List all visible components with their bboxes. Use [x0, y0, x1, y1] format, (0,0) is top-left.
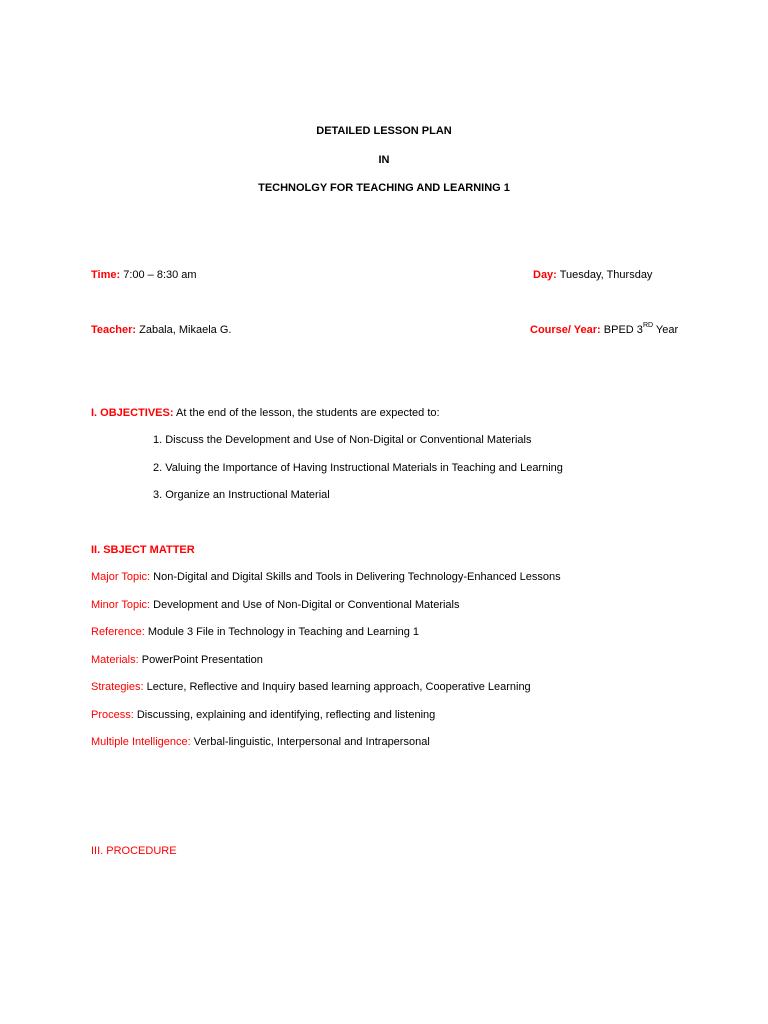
field-value: Module 3 File in Technology in Teaching and Learning 1	[147, 626, 419, 638]
day-value: Tuesday, Thursday	[559, 269, 653, 281]
field-value: Discussing, explaining and identifying, reflecting and listening	[136, 709, 436, 721]
field-label: Materials:	[91, 654, 139, 666]
time-row	[91, 268, 197, 282]
course-value: BPED 3RD Year	[603, 322, 679, 336]
subject-field-multiple-intelligence	[91, 735, 430, 749]
course-row	[530, 323, 678, 337]
field-label: Strategies:	[91, 681, 144, 693]
day-row	[533, 268, 652, 282]
field-value: Lecture, Reflective and Inquiry based learning approach, Cooperative Learning	[146, 681, 531, 693]
objective-item: 3. Organize an Instructional Material	[153, 489, 330, 501]
teacher-row	[91, 323, 231, 337]
teacher-label: Teacher:	[91, 324, 137, 336]
teacher-value: Zabala, Mikaela G.	[139, 324, 232, 336]
document-title-connector: IN	[378, 154, 390, 166]
course-label: Course/ Year:	[530, 324, 601, 336]
document-subject-title: TECHNOLGY FOR TEACHING AND LEARNING 1	[258, 182, 510, 194]
subject-field-process	[91, 708, 435, 722]
field-value: PowerPoint Presentation	[141, 654, 263, 666]
subject-field-reference	[91, 625, 419, 639]
day-label: Day:	[533, 269, 557, 281]
procedure-heading: III. PROCEDURE	[91, 845, 177, 857]
objectives-heading: I. OBJECTIVES:	[91, 407, 174, 419]
subject-field-strategies	[91, 680, 531, 694]
time-value: 7:00 – 8:30 am	[123, 269, 197, 281]
objectives-heading-row	[91, 406, 440, 420]
field-label: Minor Topic:	[91, 599, 151, 611]
field-value: Verbal-linguistic, Interpersonal and Intrapersonal	[193, 736, 430, 748]
field-label: Multiple Intelligence:	[91, 736, 191, 748]
objectives-intro: At the end of the lesson, the students are expected to:	[175, 407, 440, 419]
field-value: Development and Use of Non-Digital or Conventional Materials	[153, 599, 460, 611]
objective-item: 2. Valuing the Importance of Having Instructional Materials in Teaching and Learning	[153, 462, 563, 474]
field-label: Process:	[91, 709, 134, 721]
subject-field-minor-topic	[91, 598, 460, 612]
subject-matter-heading: II. SBJECT MATTER	[91, 544, 195, 556]
course-ordinal: RD	[642, 322, 654, 330]
field-value: Non-Digital and Digital Skills and Tools in Delivering Technology-Enhanced Lessons	[153, 571, 561, 583]
document-title: DETAILED LESSON PLAN	[316, 125, 452, 137]
subject-field-materials	[91, 653, 263, 667]
field-label: Major Topic:	[91, 571, 151, 583]
subject-field-major-topic	[91, 570, 561, 584]
field-label: Reference:	[91, 626, 145, 638]
objective-item: 1. Discuss the Development and Use of Non-Digital or Conventional Materials	[153, 434, 532, 446]
time-label: Time:	[91, 269, 121, 281]
